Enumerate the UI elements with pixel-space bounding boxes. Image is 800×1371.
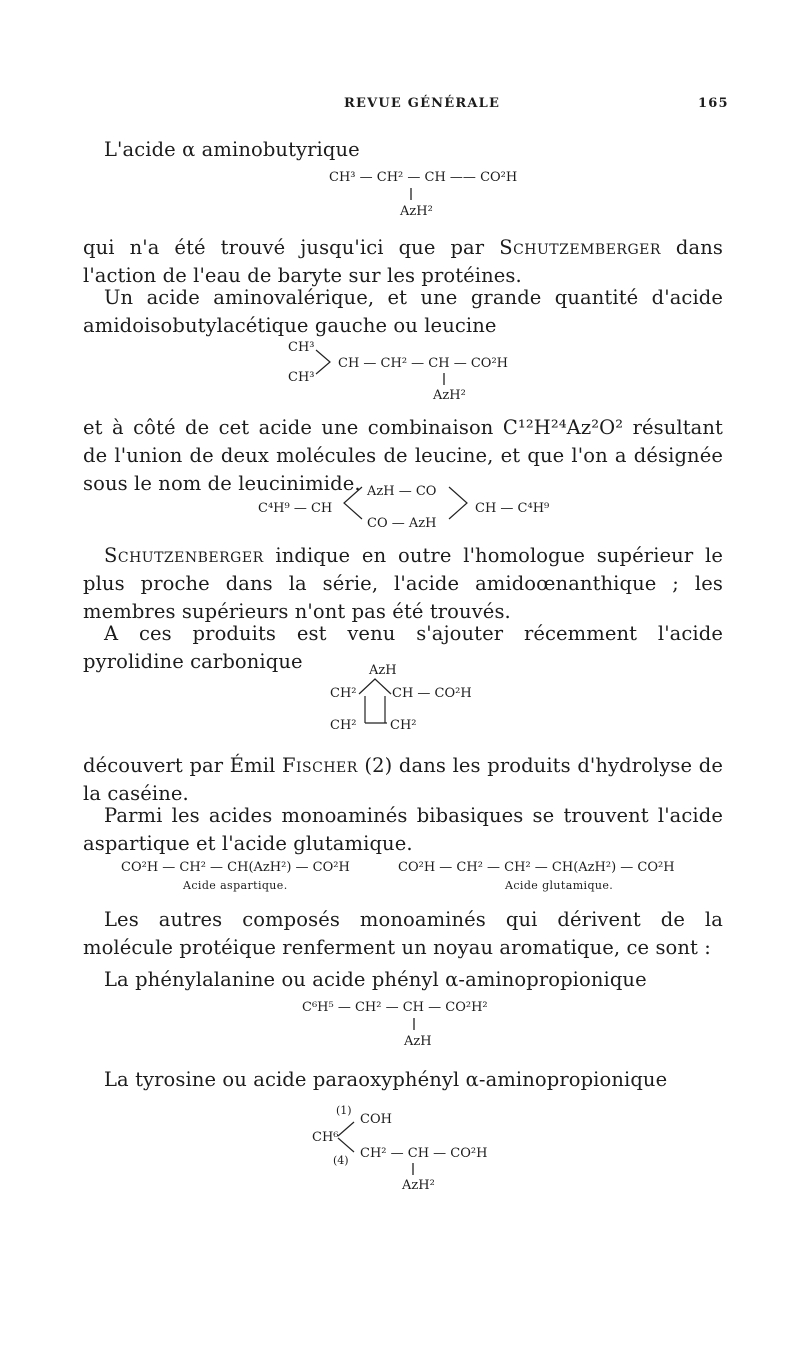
formula-glutamic-caption: Acide glutamique. — [505, 879, 614, 892]
formula-phenylalanine-chain: C⁶H⁵ — CH² — CH — CO²H² — [302, 1000, 488, 1015]
text-after: indique en outre l'homologue supérieur le plus proche dans la série, l'acide amidoœnanthique ; les membres supérieurs n'ont pas été trouvés. — [83, 544, 723, 623]
paragraph-bibasic: Parmi les acides monoaminés bibasiques se trouvent l'acide aspartique et l'acide glutamique. — [83, 804, 723, 855]
paragraph-pyrolidine: A ces produits est venu s'ajouter récemment l'acide pyrolidine carbonique — [83, 622, 723, 673]
formula-pyrolidine-ch2-bottom-right: CH² — [390, 718, 417, 733]
formula-aminobutyric-chain: CH³ — CH² — CH —— CO²H — [329, 170, 518, 185]
formula-glutamic-chain: CO²H — CH² — CH² — CH(AzH²) — CO²H — [398, 860, 675, 875]
paragraph-tyrosine: La tyrosine ou acide paraoxyphényl α-aminopropionique — [104, 1068, 668, 1091]
formula-tyrosine-chain: CH² — CH — CO²H — [360, 1146, 488, 1161]
paragraph-schutzemberger — [83, 234, 723, 290]
formula-aminobutyric-amine: AzH² — [400, 204, 433, 219]
paragraph-fischer — [83, 752, 723, 808]
formula-aspartic-chain: CO²H — CH² — CH(AzH²) — CO²H — [121, 860, 350, 875]
formula-pyrolidine-azh: AzH — [369, 663, 397, 678]
formula-leucine-bottom: CH³ — [288, 370, 315, 385]
formula-pyrolidine-ch-right: CH — CO²H — [392, 686, 472, 701]
text-before: découvert par Émil — [83, 754, 282, 777]
formula-tyrosine-ring: CH⁶ — [312, 1130, 339, 1145]
paragraph-homologue — [83, 542, 723, 626]
author-name: Fischer — [281, 754, 358, 777]
formula-leucinimide-right: CH — C⁴H⁹ — [475, 501, 550, 516]
author-name: Schutzenberger — [104, 544, 264, 567]
text-before: qui n'a été trouvé jusqu'ici que par — [83, 236, 500, 259]
text-after: dans l'action de l'eau de baryte sur les protéines. — [83, 236, 724, 287]
paragraph-aromatic: Les autres composés monoaminés qui dérivent de la molécule protéique renferment un noyau aromatique, ce sont : — [83, 908, 723, 959]
formula-aminobutyric-bond — [410, 188, 412, 202]
formula-leucinimide-upper: AzH — CO — [367, 484, 437, 499]
formula-phenylalanine-amine: AzH — [404, 1034, 432, 1049]
paragraph-phenylalanine: La phénylalanine ou acide phényl α-aminopropionique — [104, 968, 647, 991]
formula-tyrosine-coh: COH — [360, 1112, 392, 1127]
formula-phenylalanine-bond — [413, 1018, 415, 1032]
formula-leucine-amine: AzH² — [433, 388, 466, 403]
formula-leucinimide-left: C⁴H⁹ — CH — [258, 501, 333, 516]
formula-tyrosine-pos1: (1) — [336, 1104, 352, 1117]
page-number: 165 — [698, 96, 729, 111]
formula-pyrolidine-ch2-bottom-left: CH² — [330, 718, 357, 733]
formula-tyrosine-pos4: (4) — [333, 1154, 349, 1167]
formula-pyrolidine-ch2-top: CH² — [330, 686, 357, 701]
author-name: Schutzemberger — [499, 236, 661, 259]
formula-tyrosine-amine-bond — [412, 1163, 414, 1177]
formula-leucine-chain: CH — CH² — CH — CO²H — [338, 356, 509, 371]
formula-leucine-top: CH³ — [288, 340, 315, 355]
formula-leucine-bond — [443, 373, 445, 387]
formula-tyrosine-amine: AzH² — [402, 1178, 435, 1193]
formula-aspartic-caption: Acide aspartique. — [183, 879, 288, 892]
paragraph-leucine: Un acide aminovalérique, et une grande quantité d'acide amidoisobutylacétique gauche ou leucine — [83, 286, 723, 337]
formula-leucine-bracket — [314, 348, 334, 378]
paragraph-aminobutyric: L'acide α aminobutyrique — [104, 138, 360, 161]
text-after: (2) dans les produits d'hydrolyse de la caséine. — [83, 754, 723, 805]
running-head: REVUE GÉNÉRALE — [344, 96, 501, 111]
formula-leucinimide-lower: CO — AzH — [367, 516, 437, 531]
paragraph-leucinimide: et à côté de cet acide une combinaison C¹²H²⁴Az²O² résultant de l'union de deux molécules de leucine, et que l'on a désignée sous le nom de leucinimide. — [83, 416, 723, 495]
